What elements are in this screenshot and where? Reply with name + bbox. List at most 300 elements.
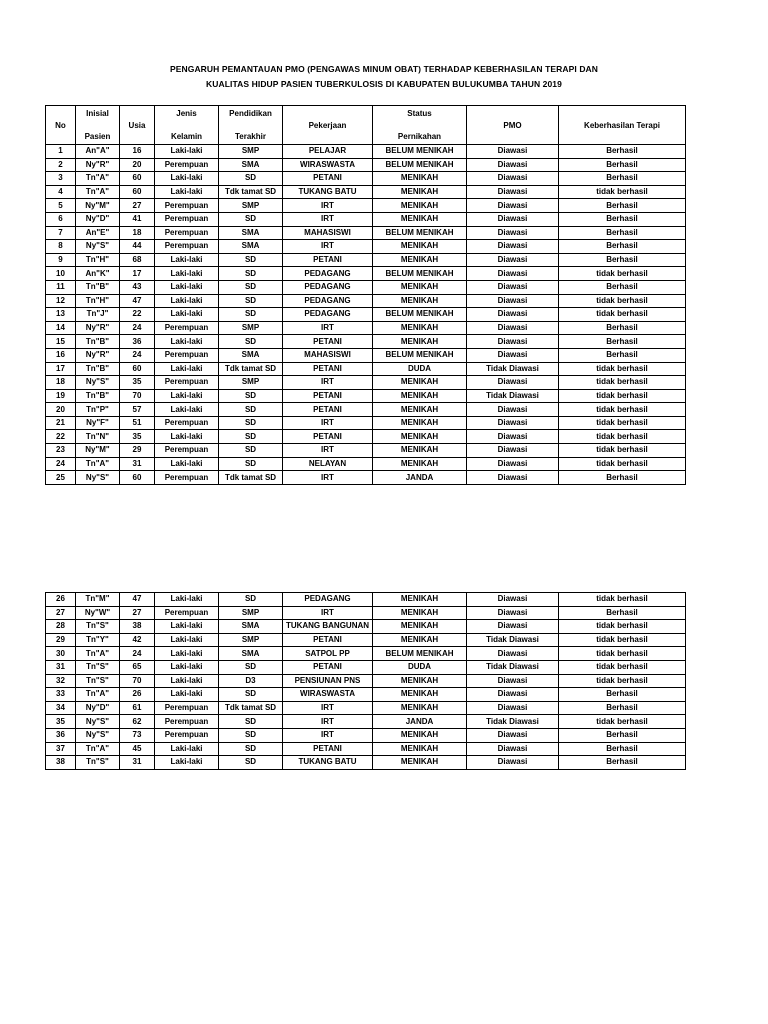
- table-row: [46, 253, 686, 267]
- table-row: [46, 416, 686, 430]
- cell-inisial: Tn"B": [76, 335, 120, 349]
- cell-usia: 61: [120, 701, 155, 715]
- cell-jenis-kelamin: Perempuan: [155, 728, 219, 742]
- cell-status: BELUM MENIKAH: [373, 226, 467, 240]
- cell-usia: 17: [120, 267, 155, 281]
- cell-keberhasilan: Berhasil: [559, 742, 686, 756]
- cell-keberhasilan: Berhasil: [559, 701, 686, 715]
- cell-keberhasilan: Berhasil: [559, 212, 686, 226]
- cell-no: 1: [46, 145, 76, 159]
- cell-pendidikan: SMA: [219, 240, 283, 254]
- table-row: [46, 389, 686, 403]
- cell-pmo: Diawasi: [467, 376, 559, 390]
- table-row: [46, 199, 686, 213]
- header-pendidikan-line2: Terakhir: [235, 132, 266, 141]
- cell-pekerjaan: IRT: [283, 199, 373, 213]
- cell-jenis-kelamin: Laki-laki: [155, 389, 219, 403]
- cell-pendidikan: SMA: [219, 647, 283, 661]
- cell-usia: 44: [120, 240, 155, 254]
- cell-inisial: Tn"A": [76, 688, 120, 702]
- cell-pmo: Diawasi: [467, 742, 559, 756]
- cell-status: BELUM MENIKAH: [373, 308, 467, 322]
- cell-pekerjaan: IRT: [283, 240, 373, 254]
- cell-pekerjaan: SATPOL PP: [283, 647, 373, 661]
- cell-pendidikan: SD: [219, 335, 283, 349]
- cell-no: 34: [46, 701, 76, 715]
- cell-pekerjaan: IRT: [283, 376, 373, 390]
- cell-inisial: Tn"M": [76, 593, 120, 607]
- cell-pendidikan: SD: [219, 430, 283, 444]
- cell-pendidikan: SD: [219, 688, 283, 702]
- cell-usia: 16: [120, 145, 155, 159]
- cell-jenis-kelamin: Laki-laki: [155, 267, 219, 281]
- cell-inisial: Tn"Y": [76, 633, 120, 647]
- table-row: [46, 688, 686, 702]
- cell-jenis-kelamin: Laki-laki: [155, 185, 219, 199]
- cell-no: 10: [46, 267, 76, 281]
- cell-keberhasilan: tidak berhasil: [559, 674, 686, 688]
- cell-status: MENIKAH: [373, 457, 467, 471]
- cell-inisial: Ny"S": [76, 240, 120, 254]
- cell-keberhasilan: tidak berhasil: [559, 403, 686, 417]
- cell-inisial: Tn"A": [76, 172, 120, 186]
- cell-jenis-kelamin: Perempuan: [155, 240, 219, 254]
- table-row: [46, 403, 686, 417]
- table-row: [46, 647, 686, 661]
- cell-pendidikan: SD: [219, 715, 283, 729]
- table-row: [46, 158, 686, 172]
- cell-usia: 60: [120, 185, 155, 199]
- table-row: [46, 348, 686, 362]
- cell-jenis-kelamin: Perempuan: [155, 212, 219, 226]
- cell-inisial: An"A": [76, 145, 120, 159]
- cell-status: MENIKAH: [373, 321, 467, 335]
- header-usia: Usia: [120, 106, 155, 145]
- cell-pendidikan: SD: [219, 444, 283, 458]
- header-status-line2: Pernikahan: [397, 132, 442, 141]
- cell-inisial: Ny"S": [76, 471, 120, 485]
- cell-pendidikan: Tdk tamat SD: [219, 471, 283, 485]
- cell-no: 23: [46, 444, 76, 458]
- cell-no: 7: [46, 226, 76, 240]
- header-status-pernikahan: [373, 106, 467, 145]
- table-row: [46, 294, 686, 308]
- cell-status: MENIKAH: [373, 430, 467, 444]
- cell-keberhasilan: tidak berhasil: [559, 308, 686, 322]
- cell-no: 20: [46, 403, 76, 417]
- cell-keberhasilan: tidak berhasil: [559, 185, 686, 199]
- cell-pendidikan: SD: [219, 280, 283, 294]
- cell-pekerjaan: IRT: [283, 701, 373, 715]
- cell-pmo: Diawasi: [467, 185, 559, 199]
- cell-pendidikan: SD: [219, 267, 283, 281]
- cell-pmo: Diawasi: [467, 145, 559, 159]
- header-no: No: [46, 106, 76, 145]
- cell-usia: 31: [120, 756, 155, 770]
- table-header-row: [46, 106, 686, 145]
- header-jenis-kelamin: [155, 106, 219, 145]
- cell-pmo: Diawasi: [467, 199, 559, 213]
- cell-inisial: Tn"N": [76, 430, 120, 444]
- table-row: [46, 701, 686, 715]
- cell-jenis-kelamin: Laki-laki: [155, 335, 219, 349]
- cell-pendidikan: SMA: [219, 348, 283, 362]
- cell-status: MENIKAH: [373, 403, 467, 417]
- table-row: [46, 212, 686, 226]
- patient-table-part-2: [45, 592, 686, 770]
- cell-pekerjaan: PETANI: [283, 335, 373, 349]
- cell-no: 38: [46, 756, 76, 770]
- cell-usia: 60: [120, 172, 155, 186]
- header-inisial-line2: Pasien: [84, 132, 111, 141]
- cell-jenis-kelamin: Perempuan: [155, 416, 219, 430]
- cell-usia: 70: [120, 674, 155, 688]
- cell-pekerjaan: PETANI: [283, 660, 373, 674]
- cell-pekerjaan: PETANI: [283, 742, 373, 756]
- cell-pendidikan: SMP: [219, 633, 283, 647]
- cell-keberhasilan: Berhasil: [559, 172, 686, 186]
- cell-pekerjaan: MAHASISWI: [283, 348, 373, 362]
- cell-status: MENIKAH: [373, 688, 467, 702]
- cell-pmo: Diawasi: [467, 593, 559, 607]
- cell-pekerjaan: PEDAGANG: [283, 308, 373, 322]
- table-row: [46, 226, 686, 240]
- cell-status: MENIKAH: [373, 376, 467, 390]
- header-inisial-pasien: [76, 106, 120, 145]
- table-row: [46, 660, 686, 674]
- cell-keberhasilan: tidak berhasil: [559, 633, 686, 647]
- cell-keberhasilan: tidak berhasil: [559, 593, 686, 607]
- cell-pendidikan: SD: [219, 742, 283, 756]
- table-row: [46, 240, 686, 254]
- cell-usia: 18: [120, 226, 155, 240]
- cell-pendidikan: SD: [219, 403, 283, 417]
- cell-no: 28: [46, 620, 76, 634]
- cell-keberhasilan: Berhasil: [559, 226, 686, 240]
- cell-jenis-kelamin: Perempuan: [155, 158, 219, 172]
- table-row: [46, 742, 686, 756]
- cell-inisial: Ny"M": [76, 444, 120, 458]
- cell-jenis-kelamin: Laki-laki: [155, 593, 219, 607]
- cell-no: 30: [46, 647, 76, 661]
- cell-pekerjaan: TUKANG BATU: [283, 756, 373, 770]
- cell-status: BELUM MENIKAH: [373, 145, 467, 159]
- table-row: [46, 376, 686, 390]
- cell-jenis-kelamin: Laki-laki: [155, 647, 219, 661]
- cell-jenis-kelamin: Laki-laki: [155, 403, 219, 417]
- cell-pmo: Diawasi: [467, 403, 559, 417]
- cell-pendidikan: Tdk tamat SD: [219, 362, 283, 376]
- cell-pendidikan: SD: [219, 660, 283, 674]
- cell-pmo: Diawasi: [467, 212, 559, 226]
- cell-no: 37: [46, 742, 76, 756]
- cell-usia: 43: [120, 280, 155, 294]
- header-pekerjaan: Pekerjaan: [283, 106, 373, 145]
- cell-status: BELUM MENIKAH: [373, 647, 467, 661]
- cell-keberhasilan: tidak berhasil: [559, 376, 686, 390]
- cell-no: 2: [46, 158, 76, 172]
- cell-pmo: Tidak Diawasi: [467, 660, 559, 674]
- cell-usia: 24: [120, 348, 155, 362]
- cell-inisial: Tn"P": [76, 403, 120, 417]
- cell-pekerjaan: PEDAGANG: [283, 280, 373, 294]
- cell-pendidikan: SD: [219, 728, 283, 742]
- cell-status: MENIKAH: [373, 212, 467, 226]
- cell-inisial: Tn"A": [76, 647, 120, 661]
- cell-usia: 29: [120, 444, 155, 458]
- cell-pekerjaan: PETANI: [283, 253, 373, 267]
- cell-usia: 24: [120, 647, 155, 661]
- cell-pekerjaan: IRT: [283, 606, 373, 620]
- header-pendidikan-terakhir: [219, 106, 283, 145]
- cell-pmo: Diawasi: [467, 606, 559, 620]
- cell-status: BELUM MENIKAH: [373, 348, 467, 362]
- cell-keberhasilan: Berhasil: [559, 688, 686, 702]
- cell-jenis-kelamin: Laki-laki: [155, 756, 219, 770]
- table-body-part-1: [46, 145, 686, 485]
- cell-pekerjaan: PETANI: [283, 430, 373, 444]
- cell-pekerjaan: IRT: [283, 212, 373, 226]
- cell-keberhasilan: tidak berhasil: [559, 647, 686, 661]
- cell-no: 25: [46, 471, 76, 485]
- cell-pendidikan: SD: [219, 416, 283, 430]
- cell-pmo: Diawasi: [467, 158, 559, 172]
- cell-usia: 22: [120, 308, 155, 322]
- cell-pmo: Diawasi: [467, 471, 559, 485]
- table-row: [46, 267, 686, 281]
- cell-inisial: Ny"D": [76, 701, 120, 715]
- cell-jenis-kelamin: Laki-laki: [155, 362, 219, 376]
- cell-pendidikan: SMA: [219, 158, 283, 172]
- cell-jenis-kelamin: Laki-laki: [155, 688, 219, 702]
- cell-pendidikan: SMP: [219, 145, 283, 159]
- cell-pmo: Tidak Diawasi: [467, 389, 559, 403]
- cell-jenis-kelamin: Laki-laki: [155, 620, 219, 634]
- cell-status: MENIKAH: [373, 240, 467, 254]
- cell-no: 26: [46, 593, 76, 607]
- cell-usia: 73: [120, 728, 155, 742]
- cell-usia: 24: [120, 321, 155, 335]
- header-status-line1: Status: [407, 109, 432, 118]
- cell-usia: 62: [120, 715, 155, 729]
- document-title-line-2: KUALITAS HIDUP PASIEN TUBERKULOSIS DI KABUPATEN BULUKUMBA TAHUN 2019: [206, 79, 562, 89]
- cell-pmo: Diawasi: [467, 308, 559, 322]
- cell-no: 24: [46, 457, 76, 471]
- cell-keberhasilan: Berhasil: [559, 335, 686, 349]
- cell-inisial: Tn"A": [76, 185, 120, 199]
- cell-status: MENIKAH: [373, 294, 467, 308]
- cell-usia: 38: [120, 620, 155, 634]
- table-row: [46, 185, 686, 199]
- cell-pmo: Tidak Diawasi: [467, 362, 559, 376]
- header-inisial-line1: Inisial: [86, 109, 109, 118]
- cell-usia: 26: [120, 688, 155, 702]
- cell-status: MENIKAH: [373, 416, 467, 430]
- cell-no: 19: [46, 389, 76, 403]
- cell-jenis-kelamin: Laki-laki: [155, 430, 219, 444]
- cell-status: BELUM MENIKAH: [373, 158, 467, 172]
- cell-pmo: Diawasi: [467, 294, 559, 308]
- cell-jenis-kelamin: Laki-laki: [155, 674, 219, 688]
- document-title-line-1: PENGARUH PEMANTAUAN PMO (PENGAWAS MINUM OBAT) TERHADAP KEBERHASILAN TERAPI DAN: [169, 64, 599, 74]
- table-row: [46, 457, 686, 471]
- cell-pendidikan: SD: [219, 389, 283, 403]
- cell-pekerjaan: IRT: [283, 728, 373, 742]
- cell-inisial: Ny"D": [76, 212, 120, 226]
- table-row: [46, 756, 686, 770]
- cell-pmo: Diawasi: [467, 280, 559, 294]
- cell-keberhasilan: tidak berhasil: [559, 362, 686, 376]
- cell-no: 32: [46, 674, 76, 688]
- table-row: [46, 620, 686, 634]
- cell-keberhasilan: tidak berhasil: [559, 620, 686, 634]
- cell-inisial: Tn"S": [76, 756, 120, 770]
- cell-keberhasilan: tidak berhasil: [559, 444, 686, 458]
- cell-jenis-kelamin: Perempuan: [155, 701, 219, 715]
- cell-pekerjaan: PETANI: [283, 633, 373, 647]
- cell-inisial: Tn"S": [76, 620, 120, 634]
- cell-keberhasilan: tidak berhasil: [559, 416, 686, 430]
- header-pendidikan-line1: Pendidikan: [229, 109, 272, 118]
- table-body-part-2: [46, 593, 686, 770]
- table-row: [46, 172, 686, 186]
- cell-usia: 45: [120, 742, 155, 756]
- cell-pekerjaan: PEDAGANG: [283, 593, 373, 607]
- cell-pmo: Tidak Diawasi: [467, 715, 559, 729]
- cell-no: 13: [46, 308, 76, 322]
- cell-jenis-kelamin: Laki-laki: [155, 633, 219, 647]
- cell-pendidikan: SD: [219, 253, 283, 267]
- table-row: [46, 280, 686, 294]
- cell-usia: 47: [120, 593, 155, 607]
- cell-inisial: Tn"B": [76, 389, 120, 403]
- cell-no: 33: [46, 688, 76, 702]
- cell-no: 3: [46, 172, 76, 186]
- cell-keberhasilan: Berhasil: [559, 253, 686, 267]
- cell-keberhasilan: tidak berhasil: [559, 715, 686, 729]
- cell-inisial: Ny"R": [76, 321, 120, 335]
- cell-no: 4: [46, 185, 76, 199]
- table-row: [46, 471, 686, 485]
- cell-jenis-kelamin: Laki-laki: [155, 660, 219, 674]
- cell-jenis-kelamin: Laki-laki: [155, 172, 219, 186]
- cell-pendidikan: SD: [219, 308, 283, 322]
- cell-jenis-kelamin: Laki-laki: [155, 742, 219, 756]
- cell-no: 6: [46, 212, 76, 226]
- table-row: [46, 633, 686, 647]
- cell-jenis-kelamin: Laki-laki: [155, 280, 219, 294]
- header-keberhasilan-terapi: Keberhasilan Terapi: [559, 106, 686, 145]
- cell-pmo: Diawasi: [467, 688, 559, 702]
- cell-status: MENIKAH: [373, 280, 467, 294]
- cell-jenis-kelamin: Perempuan: [155, 715, 219, 729]
- cell-pendidikan: SMP: [219, 606, 283, 620]
- cell-pmo: Diawasi: [467, 756, 559, 770]
- cell-inisial: Tn"A": [76, 457, 120, 471]
- cell-pmo: Diawasi: [467, 674, 559, 688]
- cell-inisial: Ny"F": [76, 416, 120, 430]
- cell-keberhasilan: Berhasil: [559, 158, 686, 172]
- cell-inisial: Ny"S": [76, 728, 120, 742]
- cell-jenis-kelamin: Perempuan: [155, 199, 219, 213]
- cell-jenis-kelamin: Laki-laki: [155, 308, 219, 322]
- cell-no: 11: [46, 280, 76, 294]
- table-row: [46, 444, 686, 458]
- table-row: [46, 308, 686, 322]
- table-row: [46, 715, 686, 729]
- cell-inisial: Tn"S": [76, 660, 120, 674]
- cell-keberhasilan: Berhasil: [559, 348, 686, 362]
- cell-status: JANDA: [373, 471, 467, 485]
- cell-pmo: Diawasi: [467, 444, 559, 458]
- cell-jenis-kelamin: Laki-laki: [155, 457, 219, 471]
- cell-status: MENIKAH: [373, 620, 467, 634]
- cell-keberhasilan: Berhasil: [559, 728, 686, 742]
- cell-usia: 60: [120, 471, 155, 485]
- cell-status: MENIKAH: [373, 728, 467, 742]
- cell-inisial: Ny"R": [76, 348, 120, 362]
- cell-pmo: Diawasi: [467, 647, 559, 661]
- cell-pmo: Diawasi: [467, 620, 559, 634]
- cell-keberhasilan: tidak berhasil: [559, 457, 686, 471]
- cell-pmo: Diawasi: [467, 226, 559, 240]
- cell-keberhasilan: tidak berhasil: [559, 430, 686, 444]
- cell-keberhasilan: tidak berhasil: [559, 389, 686, 403]
- cell-pmo: Diawasi: [467, 253, 559, 267]
- cell-jenis-kelamin: Perempuan: [155, 606, 219, 620]
- patient-table-part-1: [45, 105, 686, 485]
- cell-status: MENIKAH: [373, 172, 467, 186]
- cell-status: DUDA: [373, 660, 467, 674]
- cell-keberhasilan: tidak berhasil: [559, 267, 686, 281]
- cell-pmo: Diawasi: [467, 240, 559, 254]
- cell-status: MENIKAH: [373, 701, 467, 715]
- cell-inisial: Ny"W": [76, 606, 120, 620]
- table-row: [46, 674, 686, 688]
- cell-pmo: Diawasi: [467, 172, 559, 186]
- cell-jenis-kelamin: Perempuan: [155, 321, 219, 335]
- cell-pmo: Diawasi: [467, 701, 559, 715]
- cell-status: DUDA: [373, 362, 467, 376]
- cell-usia: 36: [120, 335, 155, 349]
- cell-pekerjaan: WIRASWASTA: [283, 158, 373, 172]
- table-row: [46, 335, 686, 349]
- cell-usia: 60: [120, 362, 155, 376]
- cell-pendidikan: SD: [219, 212, 283, 226]
- cell-status: MENIKAH: [373, 606, 467, 620]
- cell-pekerjaan: IRT: [283, 416, 373, 430]
- cell-no: 18: [46, 376, 76, 390]
- cell-pmo: Diawasi: [467, 728, 559, 742]
- cell-pmo: Diawasi: [467, 430, 559, 444]
- cell-pendidikan: Tdk tamat SD: [219, 701, 283, 715]
- cell-inisial: Tn"H": [76, 253, 120, 267]
- cell-inisial: Tn"J": [76, 308, 120, 322]
- cell-no: 16: [46, 348, 76, 362]
- cell-pendidikan: SMA: [219, 620, 283, 634]
- cell-inisial: Ny"R": [76, 158, 120, 172]
- cell-no: 22: [46, 430, 76, 444]
- cell-no: 35: [46, 715, 76, 729]
- cell-status: MENIKAH: [373, 444, 467, 458]
- cell-status: JANDA: [373, 715, 467, 729]
- cell-keberhasilan: Berhasil: [559, 321, 686, 335]
- cell-pekerjaan: PETANI: [283, 172, 373, 186]
- cell-pekerjaan: NELAYAN: [283, 457, 373, 471]
- cell-status: MENIKAH: [373, 756, 467, 770]
- cell-pekerjaan: PEDAGANG: [283, 267, 373, 281]
- cell-usia: 31: [120, 457, 155, 471]
